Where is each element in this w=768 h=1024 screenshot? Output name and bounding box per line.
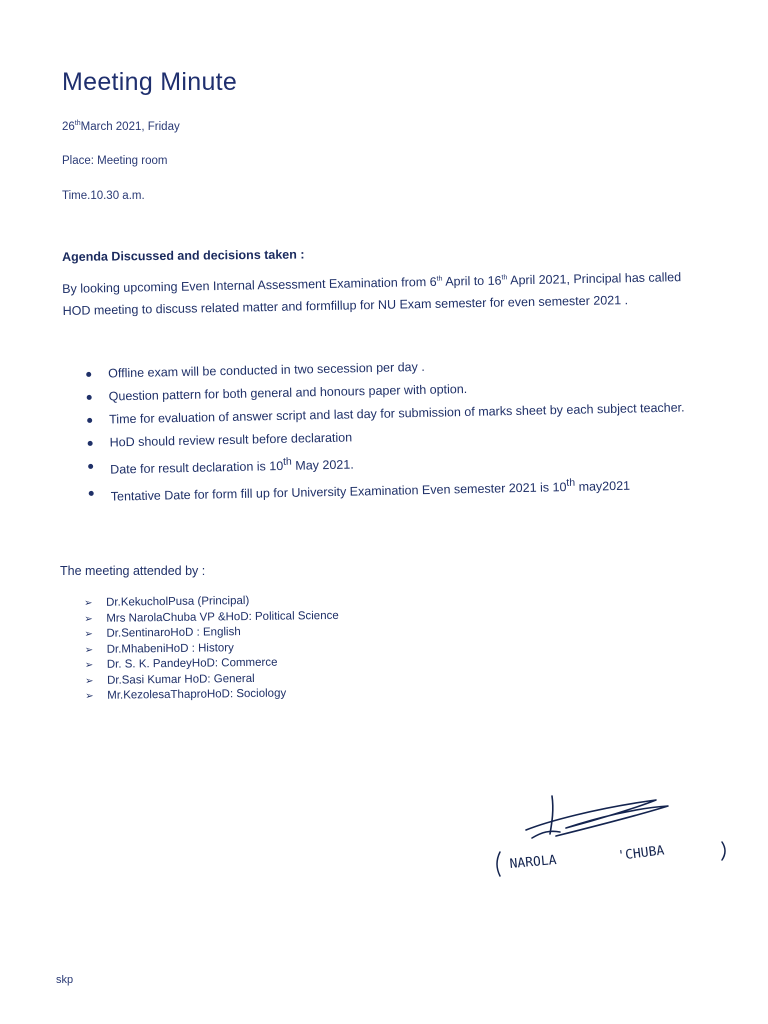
bullet5-pre: Date for result declaration is 10 — [110, 459, 284, 477]
arrow-bullet-icon: ➢ — [84, 644, 94, 656]
arrow-bullet-icon: ➢ — [84, 597, 93, 609]
list-item-text: HoD should review result before declaration — [109, 430, 353, 450]
document-title: Meeting Minute — [62, 68, 238, 96]
arrow-bullet-icon: ➢ — [84, 659, 94, 671]
bullet5-sup: th — [283, 456, 292, 468]
meeting-date — [62, 121, 180, 133]
bullet-icon — [87, 395, 92, 400]
attended-label: The meeting attended by : — [60, 564, 206, 578]
footer-initials: skp — [56, 974, 74, 986]
signature-name-text: NAROLA — [509, 852, 558, 872]
paragraph-part2: April to 16 — [442, 273, 502, 289]
attendee-list — [84, 593, 340, 705]
bullet-icon — [88, 464, 93, 469]
arrow-bullet-icon: ➢ — [84, 628, 93, 640]
bullet6-pre: Tentative Date for form fill up for University Examination Even semester 2021 is 10 — [110, 480, 567, 504]
list-item-text: Offline exam will be conducted in two secession per day . — [108, 359, 425, 381]
paragraph-sup2: th — [501, 274, 508, 282]
bullet-icon — [86, 372, 91, 377]
paragraph-sup1: th — [436, 275, 443, 283]
agenda-paragraph — [62, 266, 703, 322]
handwritten-signature — [486, 782, 736, 882]
attendee-item — [85, 686, 340, 705]
paragraph-part1: By looking upcoming Even Internal Assessment Examination from 6 — [62, 274, 437, 296]
bullet-icon — [87, 418, 92, 423]
attendee-text: Dr.Sasi Kumar HoD: General — [106, 672, 255, 687]
arrow-bullet-icon: ➢ — [85, 690, 94, 702]
agenda-heading: Agenda Discussed and decisions taken : — [62, 247, 305, 264]
bullet6-post: may2021 — [574, 478, 631, 495]
list-item-text: Time for evaluation of answer script and last day for submission of marks sheet by each subject teacher. — [109, 400, 685, 427]
meeting-time: Time.10.30 a.m. — [62, 190, 145, 202]
signature-surname-text: 'CHUBA — [616, 843, 666, 864]
date-rest: March 2021, Friday — [80, 121, 180, 133]
date-suffix: th — [74, 120, 81, 128]
attendee-text: Dr.MhabeniHoD : History — [106, 641, 234, 656]
bullet-icon — [89, 491, 94, 496]
bullet-icon — [88, 441, 93, 446]
decision-list — [84, 351, 687, 510]
attendee-text: Mrs NarolaChuba VP &HoD: Political Science — [106, 609, 339, 625]
date-day: 26 — [62, 121, 75, 133]
bullet6-sup: th — [566, 477, 576, 490]
attendee-text: Dr.KekucholPusa (Principal) — [106, 594, 250, 609]
list-item-text: Question pattern for both general and honours paper with option. — [108, 381, 468, 404]
attendee-text: Mr.KezolesaThaproHoD: Sociology — [107, 687, 287, 702]
attendee-text: Dr.SentinaroHoD : English — [106, 626, 241, 640]
attendee-text: Dr. S. K. PandeyHoD: Commerce — [106, 656, 278, 671]
arrow-bullet-icon: ➢ — [84, 613, 93, 625]
paragraph-part3: April 2021, Principal has called HOD meeting to discuss related matter and formfillup for NU Exam semester for even semester 2021 . — [62, 270, 682, 318]
meeting-place: Place: Meeting room — [62, 155, 168, 167]
bullet5-post: May 2021. — [291, 457, 354, 473]
arrow-bullet-icon: ➢ — [84, 675, 94, 687]
